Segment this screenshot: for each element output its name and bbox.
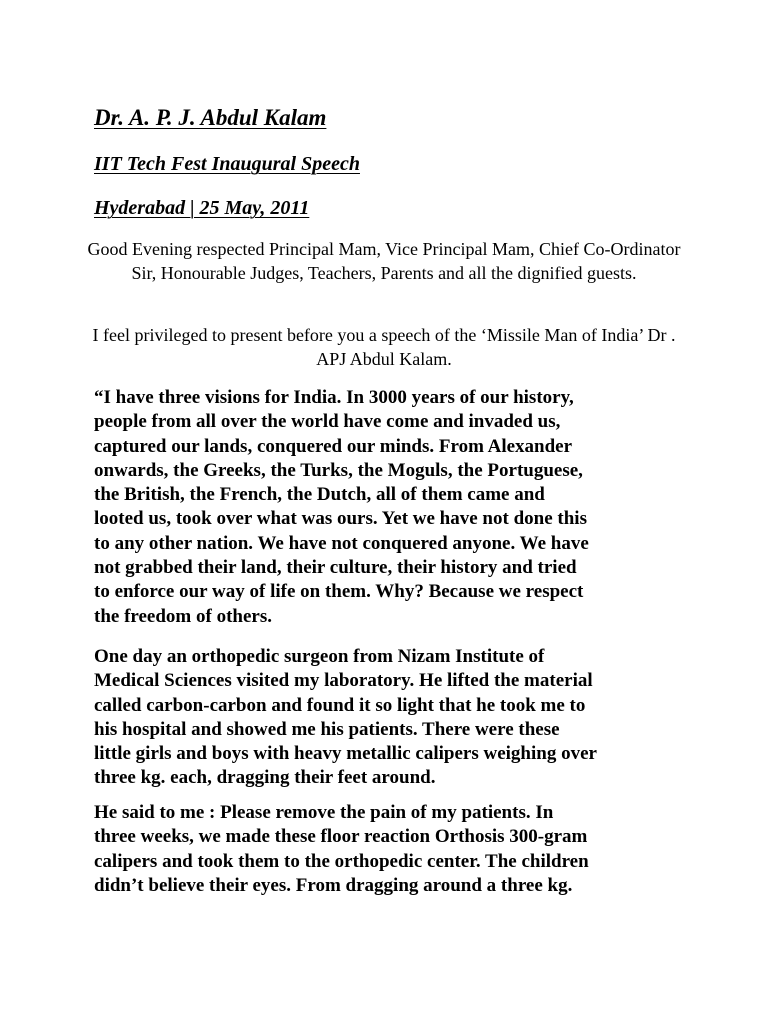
intro-paragraph: I feel privileged to present before you a speech of the ‘Missile Man of India’ Dr . APJ Abdul Kalam. — [92, 325, 676, 369]
paragraph-line: captured our lands, conquered our minds. From Alexander — [94, 435, 573, 457]
paragraph-line: “I have three visions for India. In 3000 years of our history, — [94, 387, 574, 408]
paragraph-line: called carbon-carbon and found it so light that he took me to — [94, 694, 586, 716]
paragraph-line: didn’t believe their eyes. From dragging around a three kg. — [94, 874, 573, 896]
paragraph-line: his hospital and showed me his patients. There were these — [94, 718, 560, 740]
document-subtitle: IIT Tech Fest Inaugural Speech — [94, 153, 360, 175]
speech-paragraph-calipers — [94, 801, 589, 898]
paragraph-line: calipers and took them to the orthopedic center. The children — [94, 850, 589, 872]
paragraph-line: to any other nation. We have not conquered anyone. We have — [94, 532, 589, 554]
document-title: Dr. A. P. J. Abdul Kalam — [94, 105, 327, 130]
greeting-paragraph: Good Evening respected Principal Mam, Vice Principal Mam, Chief Co-Ordinator Sir, Honourable Judges, Teachers, Parents and all the dignified guests. — [87, 239, 681, 283]
paragraph-line: little girls and boys with heavy metallic calipers weighing over — [94, 743, 597, 765]
paragraph-line: the freedom of others. — [94, 605, 272, 627]
paragraph-line: the British, the French, the Dutch, all of them came and — [94, 484, 545, 506]
speech-paragraph-surgeon — [94, 645, 597, 791]
document-place-date: Hyderabad | 25 May, 2011 — [94, 197, 310, 219]
paragraph-line: looted us, took over what was ours. Yet we have not done this — [94, 508, 587, 530]
paragraph-line: One day an orthopedic surgeon from Nizam Institute of — [94, 646, 545, 667]
paragraph-line: three weeks, we made these floor reaction Orthosis 300-gram — [94, 826, 588, 848]
paragraph-line: three kg. each, dragging their feet around. — [94, 767, 436, 789]
paragraph-line: to enforce our way of life on them. Why? Because we respect — [94, 581, 584, 603]
paragraph-line: He said to me : Please remove the pain of my patients. In — [94, 802, 554, 823]
speech-paragraph-visions — [94, 386, 589, 629]
paragraph-line: people from all over the world have come and invaded us, — [94, 411, 561, 433]
paragraph-line: onwards, the Greeks, the Turks, the Moguls, the Portuguese, — [94, 459, 583, 481]
paragraph-line: not grabbed their land, their culture, their history and tried — [94, 557, 577, 579]
paragraph-line: Medical Sciences visited my laboratory. He lifted the material — [94, 670, 593, 692]
